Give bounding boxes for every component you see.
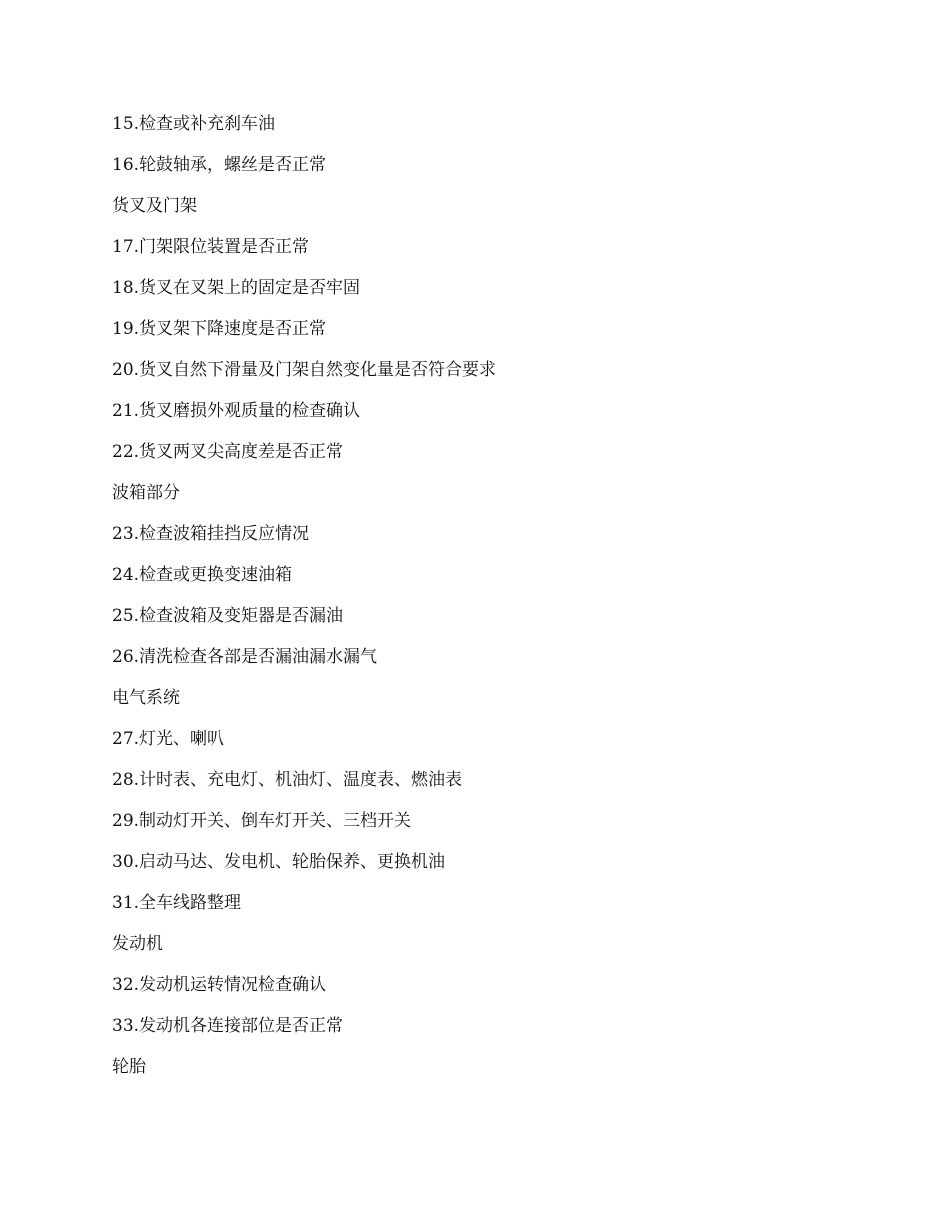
checklist-item-29: 29.制动灯开关、倒车灯开关、三档开关 xyxy=(112,811,412,831)
checklist-item-20: 20.货叉自然下滑量及门架自然变化量是否符合要求 xyxy=(112,360,497,380)
section-heading-engine: 发动机 xyxy=(112,934,163,954)
section-heading-tires: 轮胎 xyxy=(112,1057,146,1077)
checklist-item-28: 28.计时表、充电灯、机油灯、温度表、燃油表 xyxy=(112,770,463,790)
checklist-item-26: 26.清洗检查各部是否漏油漏水漏气 xyxy=(112,647,378,667)
document-page xyxy=(112,108,852,1092)
section-heading-electrical: 电气系统 xyxy=(112,688,180,708)
section-heading-gearbox: 波箱部分 xyxy=(112,483,180,503)
checklist-item-27: 27.灯光、喇叭 xyxy=(112,729,225,749)
checklist-item-17: 17.门架限位装置是否正常 xyxy=(112,237,310,257)
checklist-item-23: 23.检查波箱挂挡反应情况 xyxy=(112,524,310,544)
checklist-item-21: 21.货叉磨损外观质量的检查确认 xyxy=(112,401,361,421)
checklist-item-32: 32.发动机运转情况检查确认 xyxy=(112,975,327,995)
checklist-item-15: 15.检查或补充刹车油 xyxy=(112,114,276,134)
section-heading-fork-and-mast: 货叉及门架 xyxy=(112,196,197,216)
checklist-item-18: 18.货叉在叉架上的固定是否牢固 xyxy=(112,278,361,298)
checklist-item-33: 33.发动机各连接部位是否正常 xyxy=(112,1016,344,1036)
checklist-item-16: 16.轮鼓轴承，螺丝是否正常 xyxy=(112,155,327,175)
checklist-item-19: 19.货叉架下降速度是否正常 xyxy=(112,319,327,339)
checklist-item-30: 30.启动马达、发电机、轮胎保养、更换机油 xyxy=(112,852,446,872)
checklist-item-25: 25.检查波箱及变矩器是否漏油 xyxy=(112,606,344,626)
checklist-item-22: 22.货叉两叉尖高度差是否正常 xyxy=(112,442,344,462)
checklist-item-24: 24.检查或更换变速油箱 xyxy=(112,565,293,585)
checklist-item-31: 31.全车线路整理 xyxy=(112,893,242,913)
